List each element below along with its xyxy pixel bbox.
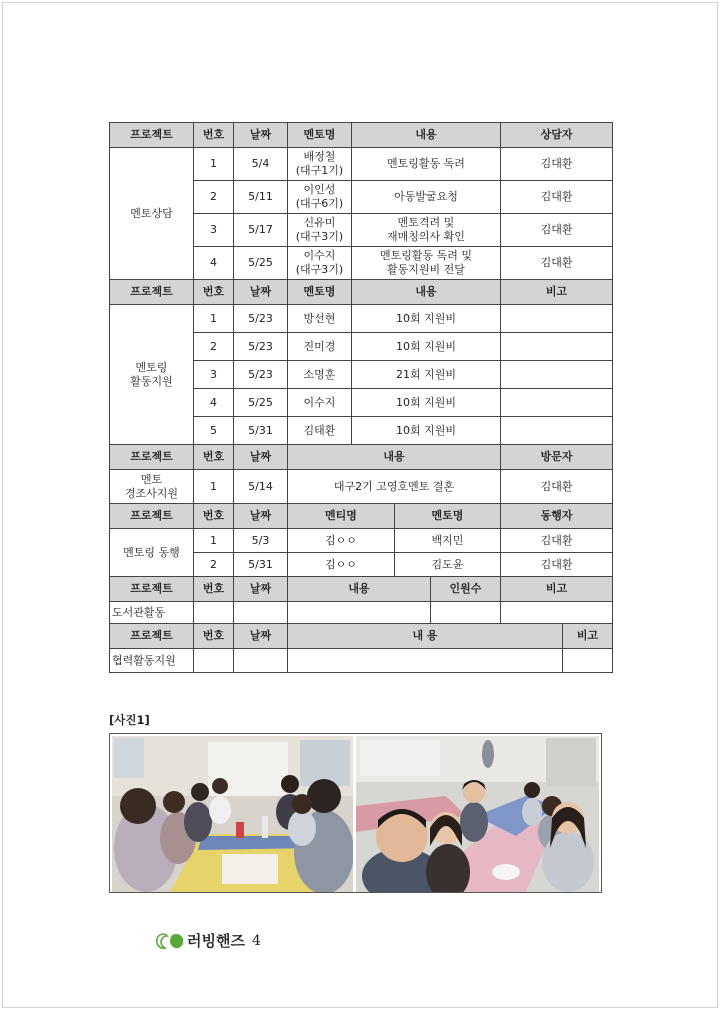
content-cell: 10회 지원비 bbox=[352, 305, 501, 333]
content-cell bbox=[288, 602, 431, 624]
number-cell: 1 bbox=[194, 148, 234, 181]
mentor-cell: 배정철 (대구1기) bbox=[288, 148, 352, 181]
date-cell: 5/3 bbox=[234, 529, 288, 553]
activity-report-table bbox=[109, 122, 613, 673]
section1-header bbox=[110, 123, 613, 148]
photo-frame bbox=[109, 733, 602, 893]
project-cell: 도서관활동 bbox=[110, 602, 194, 624]
number-cell: 2 bbox=[194, 181, 234, 214]
content-cell: 21회 지원비 bbox=[352, 361, 501, 389]
number-cell: 3 bbox=[194, 361, 234, 389]
mentor-cell: 이수지 (대구3기) bbox=[288, 247, 352, 280]
table-row bbox=[110, 529, 613, 553]
date-cell: 5/23 bbox=[234, 361, 288, 389]
companion-cell: 김대환 bbox=[501, 553, 613, 577]
header-project: 프로젝트 bbox=[110, 577, 194, 602]
date-cell: 5/23 bbox=[234, 305, 288, 333]
date-cell bbox=[234, 602, 288, 624]
content-cell: 아동발굴요청 bbox=[352, 181, 501, 214]
mentor-cell: 방선현 bbox=[288, 305, 352, 333]
mentor-cell: 김태환 bbox=[288, 417, 352, 445]
date-cell: 5/25 bbox=[234, 389, 288, 417]
header-visitor: 방문자 bbox=[501, 445, 613, 470]
header-project: 프로젝트 bbox=[110, 624, 194, 649]
header-date: 날짜 bbox=[234, 123, 288, 148]
mentor-cell: 신유미 (대구3기) bbox=[288, 214, 352, 247]
date-cell: 5/25 bbox=[234, 247, 288, 280]
header-content: 내 용 bbox=[288, 624, 563, 649]
number-cell: 1 bbox=[194, 305, 234, 333]
header-remarks: 비고 bbox=[501, 280, 613, 305]
header-number: 번호 bbox=[194, 624, 234, 649]
table-row bbox=[110, 148, 613, 181]
header-mentor: 멘토명 bbox=[395, 504, 501, 529]
header-remarks: 비고 bbox=[563, 624, 613, 649]
table-row bbox=[110, 305, 613, 333]
page-number: 4 bbox=[251, 932, 261, 949]
mentor-cell: 이인성 (대구6기) bbox=[288, 181, 352, 214]
header-project: 프로젝트 bbox=[110, 504, 194, 529]
header-number: 번호 bbox=[194, 504, 234, 529]
header-companion: 동행자 bbox=[501, 504, 613, 529]
loving-hands-logo-icon bbox=[155, 932, 185, 950]
content-cell: 대구2기 고영호멘토 결혼 bbox=[288, 470, 501, 504]
header-mentor: 멘토명 bbox=[288, 280, 352, 305]
header-mentor: 멘토명 bbox=[288, 123, 352, 148]
section6-header bbox=[110, 624, 613, 649]
header-mentee: 멘티명 bbox=[288, 504, 395, 529]
project-cell: 멘토링 동행 bbox=[110, 529, 194, 577]
footer-brand: 러빙핸즈 bbox=[187, 932, 245, 950]
header-date: 날짜 bbox=[234, 577, 288, 602]
table-row bbox=[110, 470, 613, 504]
header-number: 번호 bbox=[194, 123, 234, 148]
activity-photo-1 bbox=[112, 736, 353, 892]
number-cell bbox=[194, 602, 234, 624]
mentee-cell: 김ㅇㅇ bbox=[288, 553, 395, 577]
header-content: 내용 bbox=[288, 577, 431, 602]
mentee-cell: 김ㅇㅇ bbox=[288, 529, 395, 553]
counselor-cell: 김대환 bbox=[501, 214, 613, 247]
date-cell: 5/11 bbox=[234, 181, 288, 214]
counselor-cell: 김대환 bbox=[501, 148, 613, 181]
section4-header bbox=[110, 504, 613, 529]
companion-cell: 김대환 bbox=[501, 529, 613, 553]
content-cell: 멘토격려 및 재매칭의사 확인 bbox=[352, 214, 501, 247]
number-cell: 1 bbox=[194, 470, 234, 504]
mentor-cell: 김도윤 bbox=[395, 553, 501, 577]
number-cell: 3 bbox=[194, 214, 234, 247]
remarks-cell bbox=[501, 602, 613, 624]
header-date: 날짜 bbox=[234, 504, 288, 529]
counselor-cell: 김대환 bbox=[501, 247, 613, 280]
section3-header bbox=[110, 445, 613, 470]
number-cell: 2 bbox=[194, 333, 234, 361]
header-number: 번호 bbox=[194, 280, 234, 305]
date-cell: 5/31 bbox=[234, 553, 288, 577]
mentor-cell: 이수지 bbox=[288, 389, 352, 417]
number-cell: 5 bbox=[194, 417, 234, 445]
number-cell: 2 bbox=[194, 553, 234, 577]
remarks-cell bbox=[563, 649, 613, 673]
content-cell: 멘토링활동 독려 및 활동지원비 전달 bbox=[352, 247, 501, 280]
counselor-cell: 김대환 bbox=[501, 181, 613, 214]
header-project: 프로젝트 bbox=[110, 280, 194, 305]
number-cell: 4 bbox=[194, 389, 234, 417]
mentor-cell: 백지민 bbox=[395, 529, 501, 553]
visitor-cell: 김대환 bbox=[501, 470, 613, 504]
section5-header bbox=[110, 577, 613, 602]
date-cell: 5/14 bbox=[234, 470, 288, 504]
project-cell: 협력활동지원 bbox=[110, 649, 194, 673]
number-cell: 1 bbox=[194, 529, 234, 553]
content-cell: 10회 지원비 bbox=[352, 389, 501, 417]
mentor-cell: 소명훈 bbox=[288, 361, 352, 389]
header-content: 내용 bbox=[352, 280, 501, 305]
number-cell: 4 bbox=[194, 247, 234, 280]
remarks-cell bbox=[501, 389, 613, 417]
date-cell: 5/31 bbox=[234, 417, 288, 445]
content-cell: 10회 지원비 bbox=[352, 333, 501, 361]
remarks-cell bbox=[501, 333, 613, 361]
header-date: 날짜 bbox=[234, 624, 288, 649]
date-cell bbox=[234, 649, 288, 673]
header-counselor: 상담자 bbox=[501, 123, 613, 148]
content-cell: 10회 지원비 bbox=[352, 417, 501, 445]
footer bbox=[155, 930, 261, 951]
project-cell: 멘토 경조사지원 bbox=[110, 470, 194, 504]
table-row bbox=[110, 602, 613, 624]
header-project: 프로젝트 bbox=[110, 445, 194, 470]
header-number: 번호 bbox=[194, 445, 234, 470]
headcount-cell bbox=[431, 602, 501, 624]
number-cell bbox=[194, 649, 234, 673]
project-cell: 멘토상담 bbox=[110, 148, 194, 280]
section2-header bbox=[110, 280, 613, 305]
remarks-cell bbox=[501, 305, 613, 333]
date-cell: 5/4 bbox=[234, 148, 288, 181]
content-cell bbox=[288, 649, 563, 673]
photo-caption: [사진1] bbox=[109, 713, 150, 727]
date-cell: 5/17 bbox=[234, 214, 288, 247]
header-project: 프로젝트 bbox=[110, 123, 194, 148]
header-date: 날짜 bbox=[234, 445, 288, 470]
mentor-cell: 진미경 bbox=[288, 333, 352, 361]
header-date: 날짜 bbox=[234, 280, 288, 305]
header-remarks: 비고 bbox=[501, 577, 613, 602]
content-cell: 멘토링활동 독려 bbox=[352, 148, 501, 181]
remarks-cell bbox=[501, 417, 613, 445]
project-cell: 멘토링 활동지원 bbox=[110, 305, 194, 445]
activity-photo-2 bbox=[356, 736, 599, 892]
date-cell: 5/23 bbox=[234, 333, 288, 361]
header-content: 내용 bbox=[288, 445, 501, 470]
header-headcount: 인원수 bbox=[431, 577, 501, 602]
header-number: 번호 bbox=[194, 577, 234, 602]
remarks-cell bbox=[501, 361, 613, 389]
header-content: 내용 bbox=[352, 123, 501, 148]
table-row bbox=[110, 649, 613, 673]
